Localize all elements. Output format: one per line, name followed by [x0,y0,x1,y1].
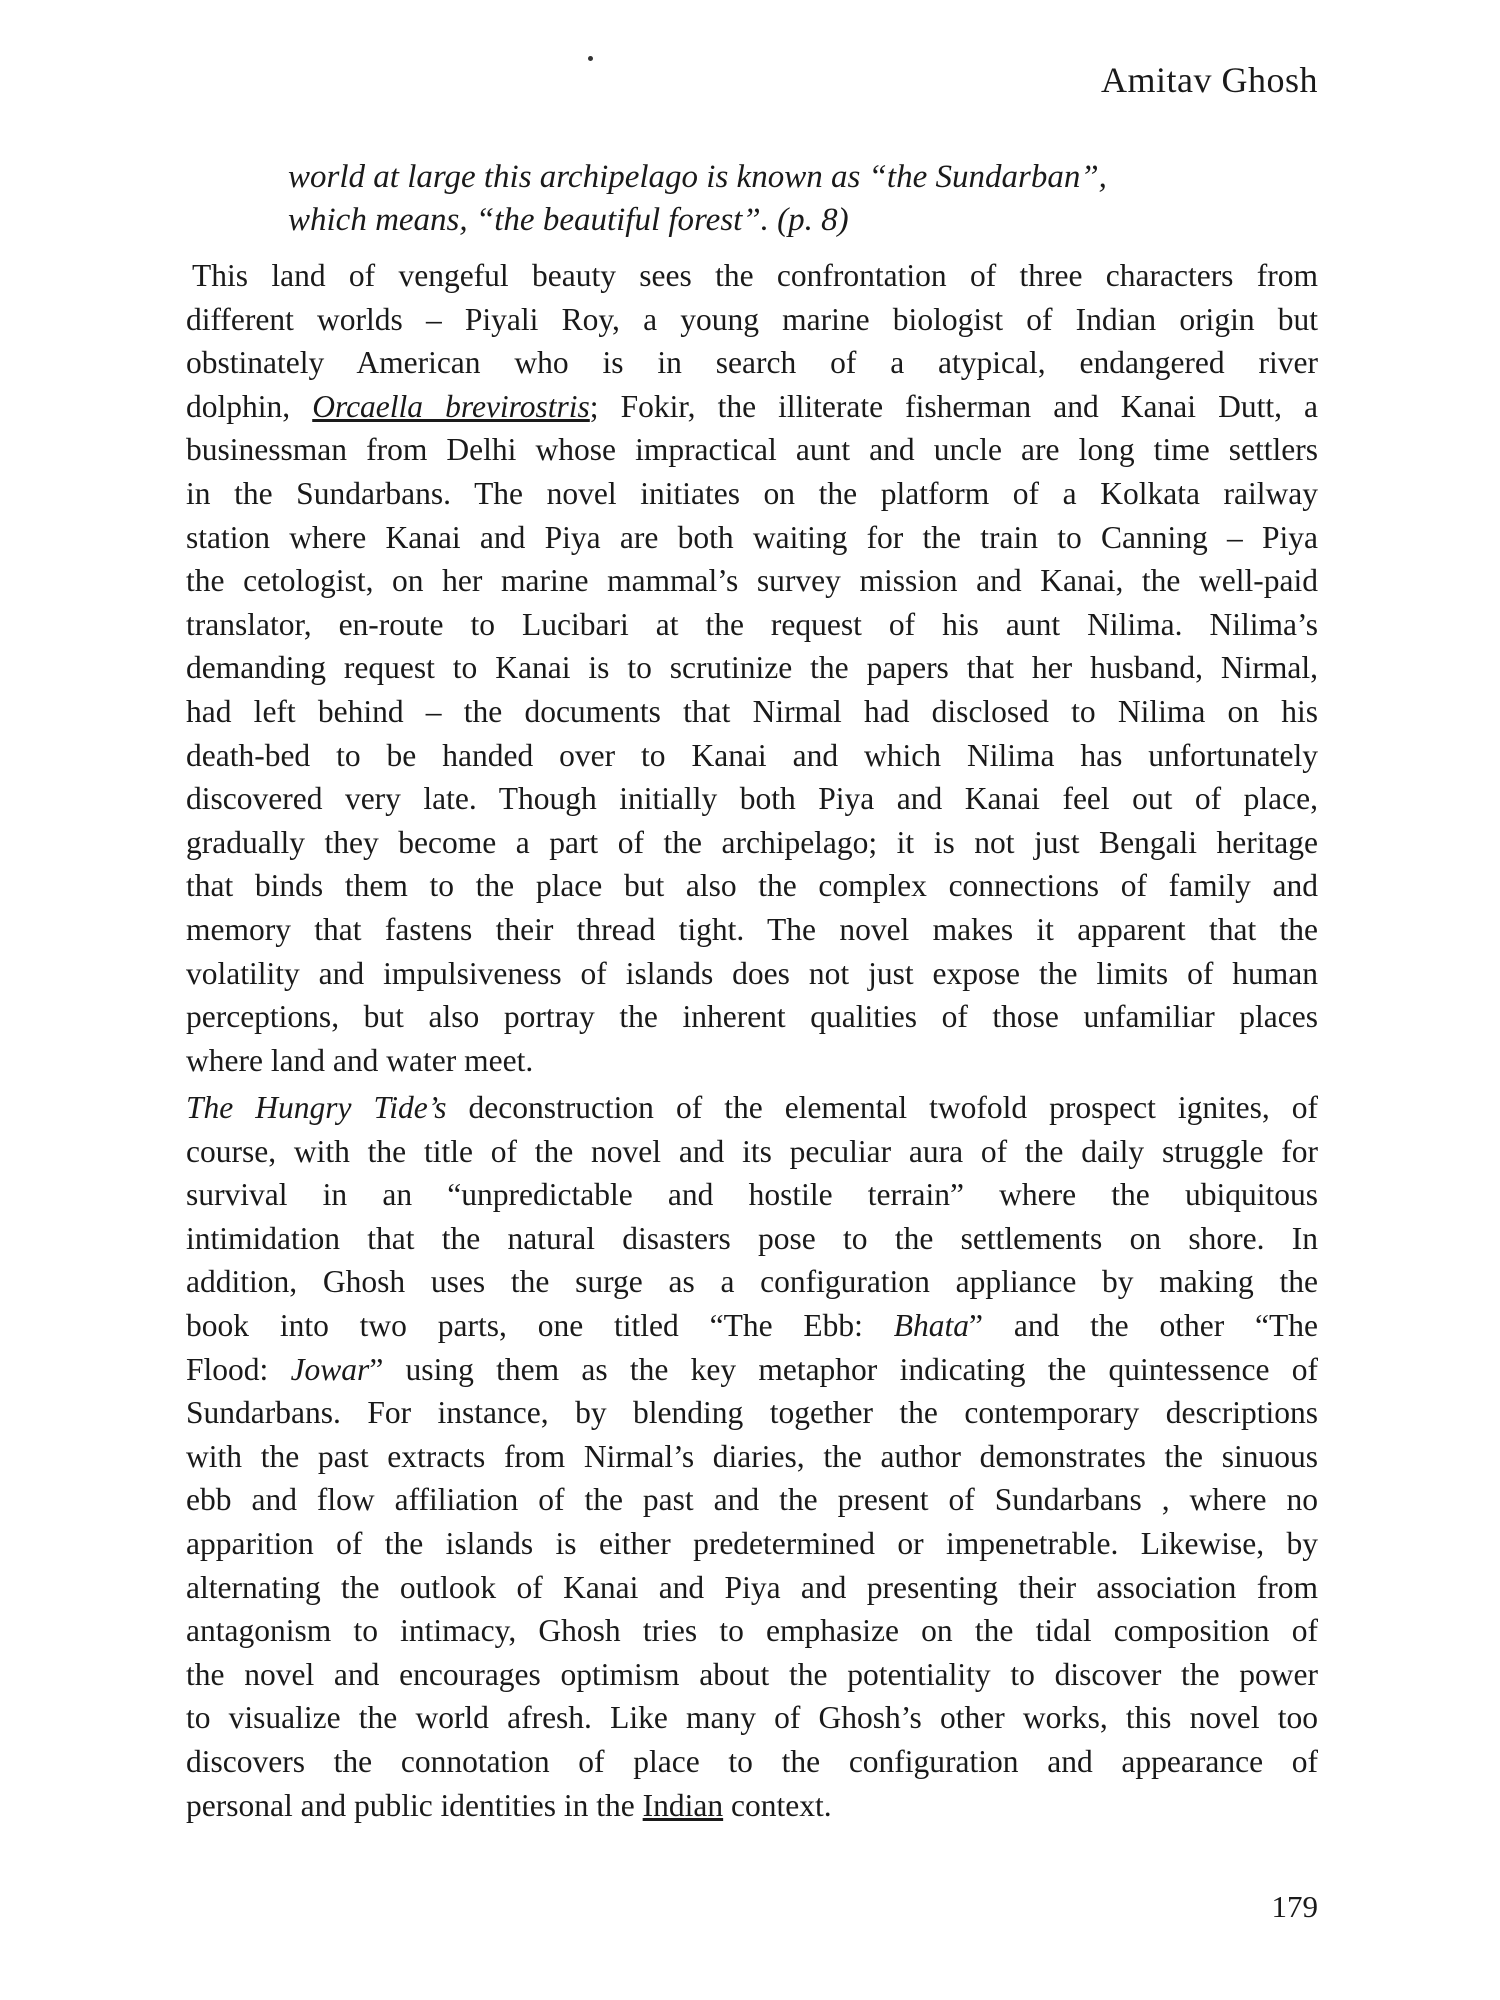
text-line: survival in an “unpredictable and hostile terrain” where the ubiquitous [186,1177,1318,1213]
text-line: discovers the connotation of place to the configuration and appearance of [186,1743,1318,1779]
text-line [186,1304,1318,1348]
text-line: Sundarbans. For instance, by blending together the contemporary descriptions [186,1395,1318,1431]
text-fragment: dolphin, [186,388,291,424]
text-line: This land of vengeful beauty sees the confrontation of three characters from [192,258,1318,293]
text-line: memory that fastens their thread tight. The novel makes it apparent that the [186,911,1318,947]
text-line: volatility and impulsiveness of islands does not just expose the limits of human [186,955,1318,991]
text-line: antagonism to intimacy, Ghosh tries to emphasize on the tidal composition of [186,1613,1318,1649]
text-fragment: ” and the other “The [969,1307,1319,1343]
paragraph-2 [186,1086,1318,1827]
text-line [186,385,1318,429]
text-line: perceptions, but also portray the inherent qualities of those unfamiliar places [186,999,1318,1035]
text-fragment: context. [731,1787,832,1823]
text-fragment: Flood: [186,1351,269,1387]
text-fragment: deconstruction of the elemental twofold prospect ignites, of [468,1090,1318,1125]
italic-term: Jowar [290,1351,370,1387]
text-line: to visualize the world afresh. Like many of Ghosh’s other works, this novel too [186,1700,1318,1736]
text-line: demanding request to Kanai is to scrutinize the papers that her husband, Nirmal, [186,650,1318,686]
text-line: intimidation that the natural disasters pose to the settlements on shore. In [186,1220,1318,1256]
text-line: station where Kanai and Piya are both waiting for the train to Canning – Piya [186,519,1318,555]
block-quote [288,156,1318,242]
italic-term: Bhata [893,1307,970,1343]
ink-speck [588,56,593,61]
text-line: alternating the outlook of Kanai and Piya and presenting their association from [186,1569,1318,1605]
running-head: Amitav Ghosh [1101,60,1318,100]
text-line: with the past extracts from Nirmal’s diaries, the author demonstrates the sinuous [186,1438,1318,1474]
text-fragment: ; Fokir, the illiterate fisherman and Kanai Dutt, a [589,388,1319,424]
text-line: course, with the title of the novel and its peculiar aura of the daily struggle for [186,1133,1318,1169]
underlined-word: Indian [642,1787,724,1823]
quote-line: world at large this archipelago is known as “the Sundarban”, [288,159,1107,195]
text-line: gradually they become a part of the archipelago; it is not just Bengali heritage [186,824,1318,860]
text-fragment: book into two parts, one titled “The Ebb: [186,1307,863,1343]
text-fragment: ” using them as the key metaphor indicating the quintessence of [369,1351,1319,1387]
text-line: the novel and encourages optimism about the potentiality to discover the power [186,1656,1318,1692]
text-fragment: personal and public identities in the [186,1787,635,1823]
text-line: businessman from Delhi whose impractical aunt and uncle are long time settlers [186,432,1318,468]
book-title: The Hungry Tide’s [186,1090,447,1125]
text-line [186,1784,1318,1828]
text-line [186,1348,1318,1392]
paragraph-1 [186,254,1318,1082]
text-line: in the Sundarbans. The novel initiates on the platform of a Kolkata railway [186,475,1318,511]
species-name: Orcaella brevirostris [312,388,590,424]
text-line: where land and water meet. [186,1042,534,1078]
text-line [186,1086,1318,1130]
page-number: 179 [1271,1889,1318,1924]
text-line: had left behind – the documents that Nirmal had disclosed to Nilima on his [186,693,1318,729]
text-line: addition, Ghosh uses the surge as a configuration appliance by making the [186,1264,1318,1300]
quote-line: which means, “the beautiful forest”. (p. 8) [288,202,849,238]
text-line: obstinately American who is in search of a atypical, endangered river [186,345,1318,381]
text-line: translator, en-route to Lucibari at the request of his aunt Nilima. Nilima’s [186,606,1318,642]
text-line: death-bed to be handed over to Kanai and which Nilima has unfortunately [186,737,1318,773]
text-line: ebb and flow affiliation of the past and the present of Sundarbans , where no [186,1482,1318,1518]
text-line: apparition of the islands is either predetermined or impenetrable. Likewise, by [186,1525,1318,1561]
text-line: different worlds – Piyali Roy, a young marine biologist of Indian origin but [186,301,1318,337]
text-line: the cetologist, on her marine mammal’s survey mission and Kanai, the well-paid [186,563,1318,599]
text-line: that binds them to the place but also the complex connections of family and [186,868,1318,904]
text-line: discovered very late. Though initially both Piya and Kanai feel out of place, [186,781,1318,817]
